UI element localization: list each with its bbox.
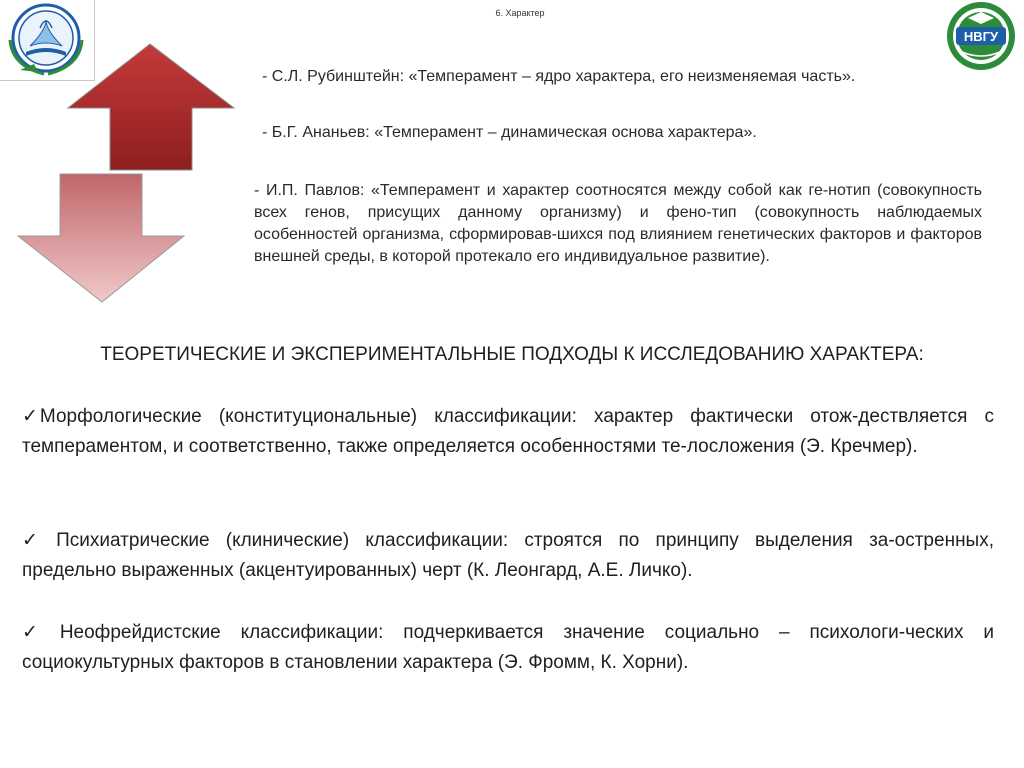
approach-text: Морфологические (конституциональные) классификации: характер фактически отож-дествляется с темпераментом, и соответственно, также определяется особенностями те-лосложения (Э. Кречмер). (22, 406, 994, 457)
quote-ananyev: - Б.Г. Ананьев: «Темперамент – динамическая основа характера». (262, 124, 757, 141)
slide-label: 6. Характер (495, 8, 545, 18)
quote-rubinstein: - С.Л. Рубинштейн: «Темперамент – ядро характера, его неизменяемая часть». (262, 68, 856, 85)
approach-morphological (22, 402, 994, 462)
section-heading: ТЕОРЕТИЧЕСКИЕ И ЭКСПЕРИМЕНТАЛЬНЫЕ ПОДХОДЫ К ИССЛЕДОВАНИЮ ХАРАКТЕРА: (100, 344, 924, 365)
approach-psychiatric (22, 526, 994, 586)
nvgu-logo (938, 0, 1024, 72)
arrow-down-icon (18, 174, 184, 302)
check-icon: ✓ (22, 530, 38, 551)
check-icon: ✓ (22, 406, 38, 427)
approach-text: Неофрейдистские классификации: подчеркивается значение социально – психологи-ческих и социокультурных факторов в становлении характера (Э. Фромм, К. Хорни). (22, 622, 994, 673)
check-icon: ✓ (22, 622, 38, 643)
quote-pavlov: - И.П. Павлов: «Темперамент и характер соотносятся между собой как ге-нотип (совокупность всех генов, присущих данному организму) и фено-тип (совокупность наблюдаемых особенностей организма, сформировав-шихся под влиянием генетических факторов и факторов внешней среды, в которой протекало его индивидуальное развитие). (254, 182, 982, 265)
arrow-up-icon (68, 44, 234, 170)
nvgu-seal-icon (938, 0, 1024, 72)
nvgu-text: НВГУ (963, 29, 999, 44)
approach-neofreudian (22, 618, 994, 678)
approach-text: Психиатрические (клинические) классификации: строятся по принципу выделения за-остренных, предельно выраженных (акцентуированных) черт (К. Леонгард, А.Е. Личко). (22, 530, 994, 581)
arrows-decoration (14, 40, 244, 308)
